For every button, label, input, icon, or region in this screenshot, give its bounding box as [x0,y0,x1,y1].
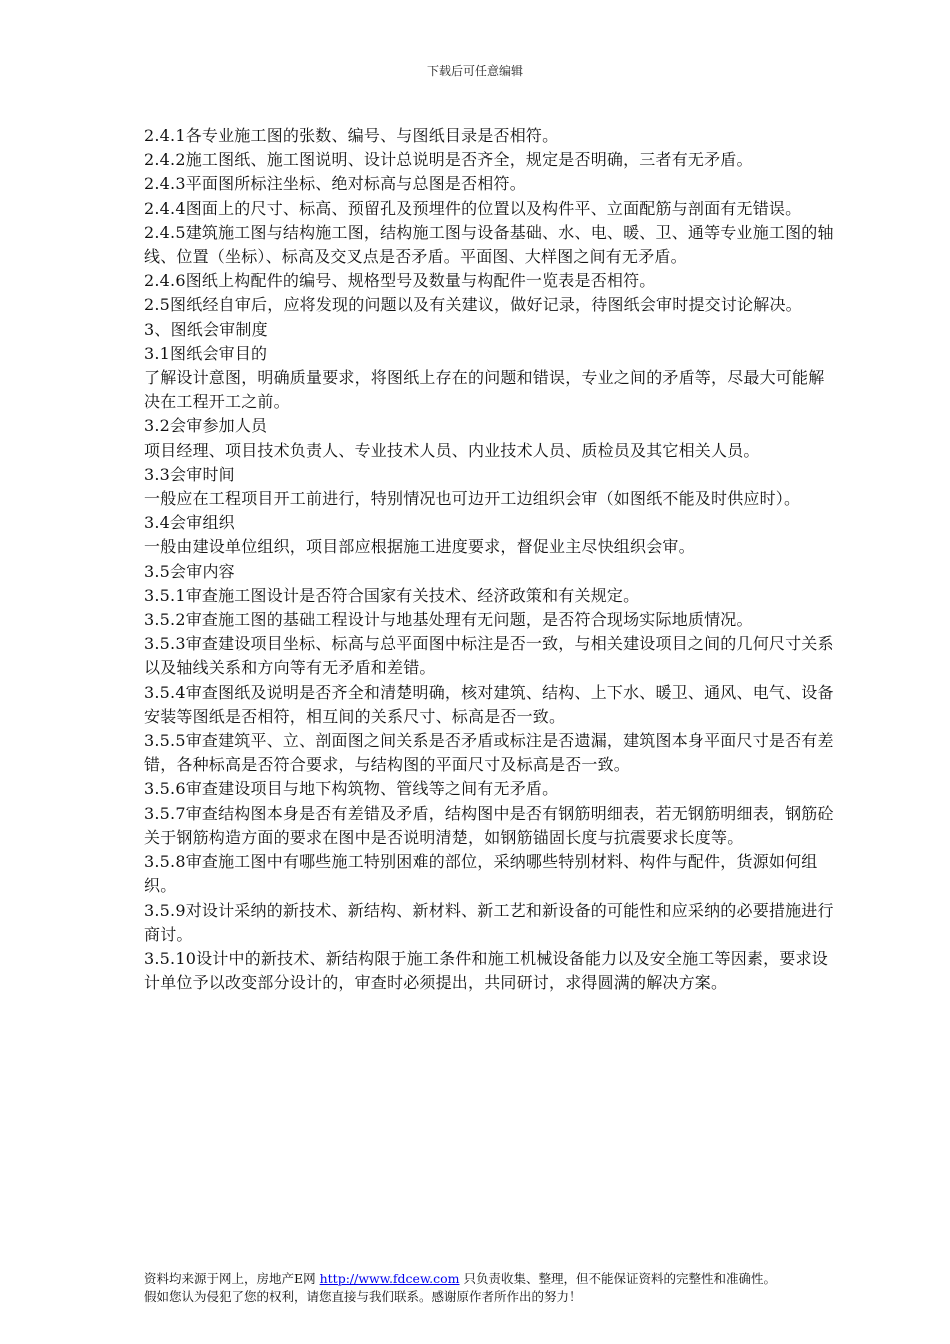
paragraph: 2.5图纸经自审后，应将发现的问题以及有关建议，做好记录，待图纸会审时提交讨论解决。 [144,295,802,315]
paragraph: 3.5.5审查建筑平、立、剖面图之间关系是否矛盾或标注是否遗漏，建筑图本身平面尺寸是否有差错，各种标高是否符合要求，与结构图的平面尺寸及标高是否一致。 [144,731,834,775]
paragraph: 项目经理、项目技术负责人、专业技术人员、内业技术人员、质检员及其它相关人员。 [144,440,760,460]
paragraph: 一般应在工程项目开工前进行，特别情况也可边开工边组织会审（如图纸不能及时供应时）。 [144,489,801,509]
page-header: 下载后可任意编辑 [426,64,523,78]
paragraph: 2.4.3平面图所标注坐标、绝对标高与总图是否相符。 [144,174,526,194]
section-heading: 3、图纸会审制度 [144,319,268,339]
paragraph: 2.4.2施工图纸、施工图说明、设计总说明是否齐全，规定是否明确，三者有无矛盾。 [144,150,753,170]
subsection-heading: 3.4会审组织 [144,513,235,533]
paragraph: 3.5.2审查施工图的基础工程设计与地基处理有无问题，是否符合现场实际地质情况。 [144,610,753,630]
paragraph: 3.5.3审查建设项目坐标、标高与总平面图中标注是否一致，与相关建设项目之间的几何尺寸关系以及轴线关系和方向等有无矛盾和差错。 [144,634,834,678]
paragraph: 2.4.1各专业施工图的张数、编号、与图纸目录是否相符。 [144,126,559,145]
document-body [144,124,834,995]
paragraph: 2.4.4图面上的尺寸、标高、预留孔及预埋件的位置以及构件平、立面配筋与剖面有无错误。 [144,198,802,218]
subsection-heading: 3.1图纸会审目的 [144,343,268,363]
subsection-heading: 3.2会审参加人员 [144,416,268,436]
paragraph: 3.5.8审查施工图中有哪些施工特别困难的部位，采纳哪些特别材料、构件与配件，货源如何组织。 [144,852,818,896]
paragraph: 3.5.1审查施工图设计是否符合国家有关技术、经济政策和有关规定。 [144,585,640,605]
subsection-heading: 3.3会审时间 [144,464,235,484]
subsection-heading: 3.5会审内容 [144,561,235,581]
footer-line-1 [144,1270,844,1288]
paragraph: 2.4.6图纸上构配件的编号、规格型号及数量与构配件一览表是否相符。 [144,271,656,291]
paragraph: 2.4.5建筑施工图与结构施工图，结构施工图与设备基础、水、电、暖、卫、通等专业施工图的轴线、位置（坐标）、标高及交叉点是否矛盾。平面图、大样图之间有无矛盾。 [144,222,834,267]
paragraph: 一般由建设单位组织，项目部应根据施工进度要求，督促业主尽快组织会审。 [144,537,695,557]
paragraph: 3.5.6审查建设项目与地下构筑物、管线等之间有无矛盾。 [144,779,559,799]
page-footer [144,1270,844,1306]
source-link[interactable]: http://www.fdcew.com [319,1271,460,1286]
paragraph: 3.5.4审查图纸及说明是否齐全和清楚明确，核对建筑、结构、上下水、暖卫、通风、电气、设备安装等图纸是否相符，相互间的关系尺寸、标高是否一致。 [144,682,834,726]
paragraph: 3.5.9对设计采纳的新技术、新结构、新材料、新工艺和新设备的可能性和应采纳的必要措施进行商讨。 [144,900,834,944]
footer-text-after-link: 只负责收集、整理，但不能保证资料的完整性和准确性。 [459,1271,777,1286]
paragraph: 3.5.7审查结构图本身是否有差错及矛盾，结构图中是否有钢筋明细表，若无钢筋明细表，钢筋砼关于钢筋构造方面的要求在图中是否说明清楚，如钢筋锚固长度与抗震要求长度等。 [144,803,834,847]
paragraph: 3.5.10设计中的新技术、新结构限于施工条件和施工机械设备能力以及安全施工等因素，要求设计单位予以改变部分设计的，审查时必须提出，共同研讨，求得圆满的解决方案。 [144,948,828,993]
paragraph: 了解设计意图，明确质量要求，将图纸上存在的问题和错误，专业之间的矛盾等，尽最大可能解决在工程开工之前。 [144,368,825,412]
footer-line-2: 假如您认为侵犯了您的权利，请您直接与我们联系。感谢原作者所作出的努力！ [144,1289,582,1304]
footer-text-before-link: 资料均来源于网上，房地产E网 [144,1271,320,1286]
